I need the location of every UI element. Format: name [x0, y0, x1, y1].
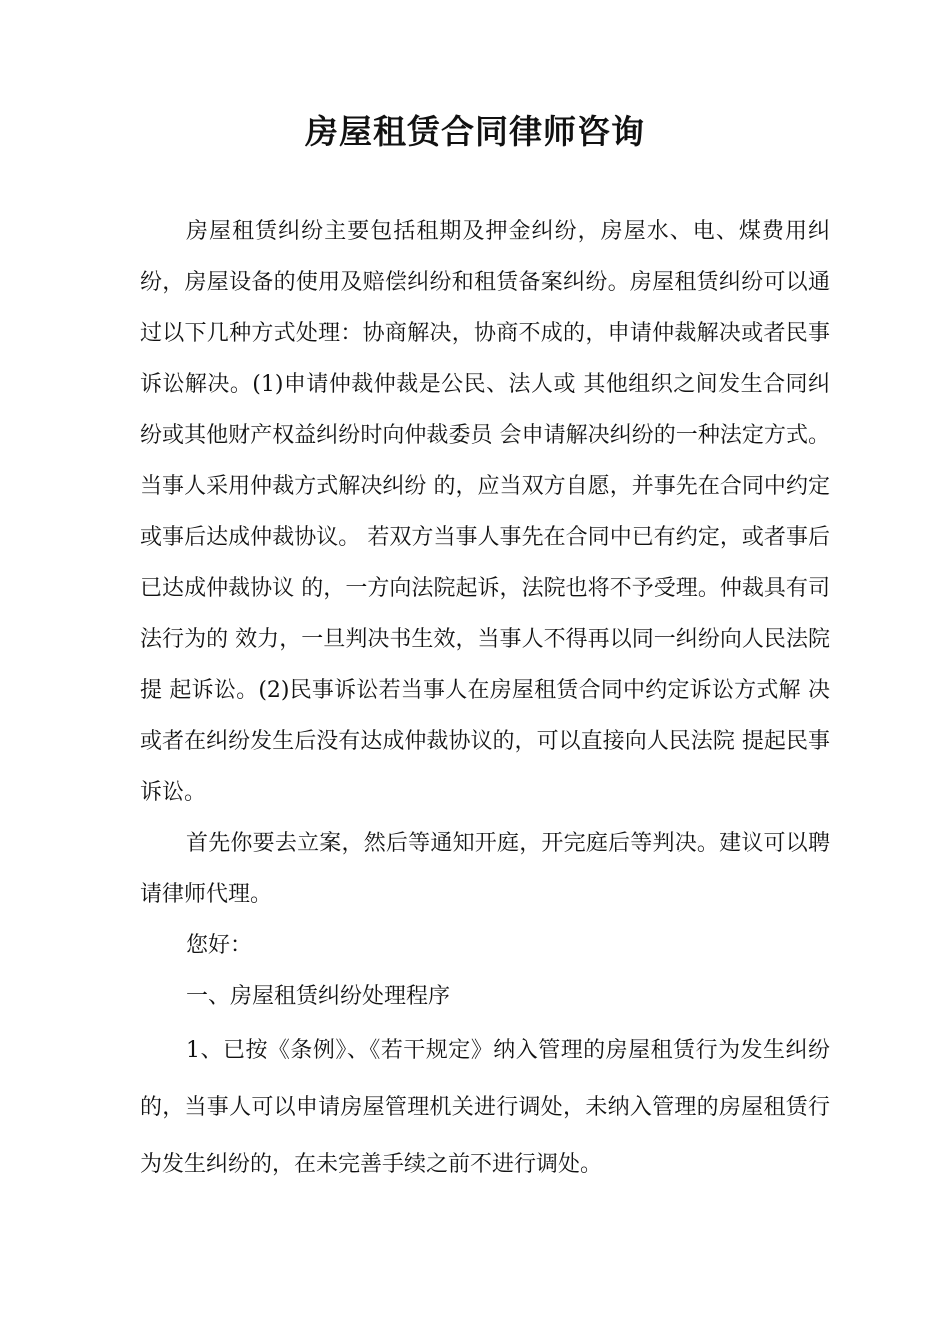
document-title: 房屋租赁合同律师咨询 — [305, 112, 645, 151]
paragraph-procedure-item-1: 1、已按《条例》、《若干规定》纳入管理的房屋租赁行为发生纠纷的，当事人可以申请房屋管理机关进行调处，未纳入管理的房屋租赁行为发生纠纷的，在未完善手续之前不进行调处。 — [140, 1038, 830, 1177]
document-body — [140, 206, 830, 1193]
paragraph-greeting: 您好： — [186, 933, 253, 958]
paragraph-dispute-overview: 房屋租赁纠纷主要包括租期及押金纠纷，房屋水、电、煤费用纠纷，房屋设备的使用及赔偿纠纷和租赁备案纠纷。房屋租赁纠纷可以通过以下几种方式处理：协商解决，协商不成的，申请仲裁解决或者民事诉讼解决。(1)申请仲裁仲裁是公民、法人或 其他组织之间发生合同纠纷或其他财产权益纠纷时向仲裁委员 会申请解决纠纷的一种法定方式。当事人采用仲裁方式解决纠纷 的，应当双方自愿，并事先在合同中约定或事后达成仲裁协议。 若双方当事人事先在合同中已有约定，或者事后已达成仲裁协议 的，一方向法院起诉，法院也将不予受理。仲裁具有司法行为的 效力，一旦判决书生效，当事人不得再以同一纠纷向人民法院提 起诉讼。(2)民事诉讼若当事人在房屋租赁合同中约定诉讼方式解 决或者在纠纷发生后没有达成仲裁协议的，可以直接向人民法院 提起民事诉讼。 — [140, 219, 830, 805]
section-heading-procedure: 一、房屋租赁纠纷处理程序 — [186, 984, 451, 1009]
paragraph-procedure-advice: 首先你要去立案，然后等通知开庭，开完庭后等判决。建议可以聘请律师代理。 — [140, 831, 830, 907]
